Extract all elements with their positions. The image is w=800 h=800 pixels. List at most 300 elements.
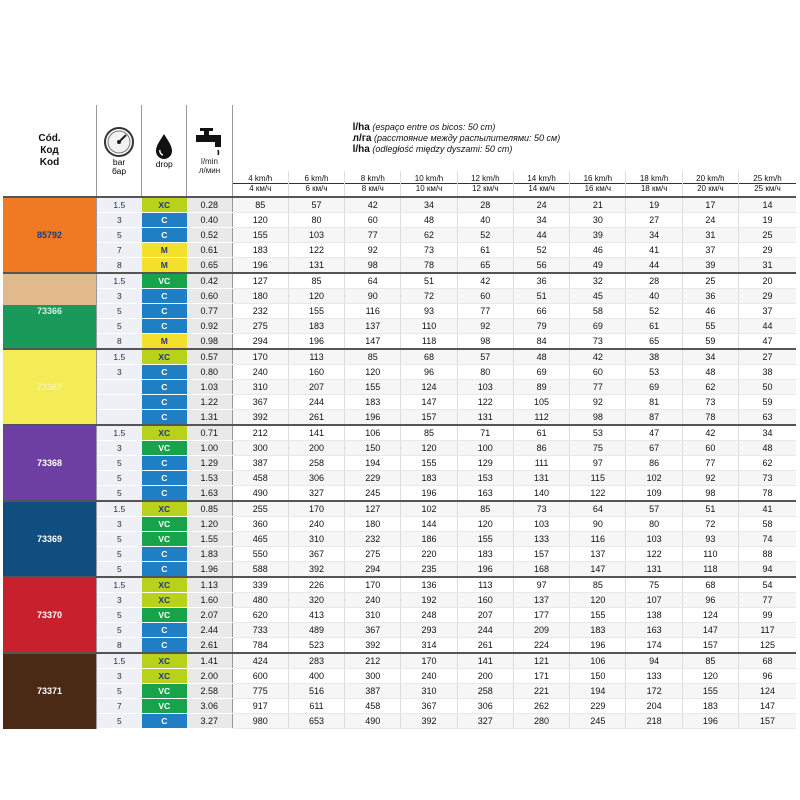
application-rate-cell: 490	[345, 714, 401, 729]
application-rate-cell: 124	[682, 608, 738, 623]
application-rate-cell: 30	[570, 213, 626, 228]
application-rate-cell: 92	[570, 395, 626, 410]
drop-class-cell: XC	[142, 577, 187, 593]
nozzle-code: 73370	[36, 610, 62, 620]
application-rate-cell: 124	[739, 684, 797, 699]
speed-label-ru: 18 км/ч	[640, 184, 668, 193]
flow-rate-cell: 0.85	[187, 501, 232, 517]
speed-label-en: 25 km/h	[739, 174, 796, 184]
application-rate-cell: 57	[457, 349, 513, 365]
table-row	[3, 213, 796, 228]
application-rate-cell: 424	[232, 653, 288, 669]
application-rate-cell: 155	[682, 684, 738, 699]
pressure-cell	[96, 395, 141, 410]
flow-rate-cell: 1.03	[187, 380, 232, 395]
application-rate-cell: 314	[401, 638, 457, 654]
speed-header	[570, 171, 626, 197]
application-rate-cell: 155	[232, 228, 288, 243]
application-rate-cell: 47	[626, 425, 682, 441]
application-rate-cell: 55	[682, 319, 738, 334]
application-rate-cell: 150	[345, 441, 401, 456]
application-rate-cell: 84	[513, 334, 569, 350]
application-rate-cell: 117	[739, 623, 797, 638]
application-rate-cell: 229	[570, 699, 626, 714]
application-rate-cell: 784	[232, 638, 288, 654]
application-rate-cell: 367	[232, 395, 288, 410]
application-rate-cell: 115	[570, 471, 626, 486]
application-rate-cell: 523	[288, 638, 344, 654]
application-rate-cell: 99	[739, 608, 797, 623]
table-row	[3, 501, 796, 517]
application-rate-cell: 155	[457, 532, 513, 547]
drop-label: drop	[155, 159, 173, 169]
application-rate-cell: 392	[232, 410, 288, 426]
application-rate-cell: 19	[739, 213, 797, 228]
application-rate-cell: 103	[513, 517, 569, 532]
application-rate-cell: 194	[570, 684, 626, 699]
application-rate-cell: 24	[682, 213, 738, 228]
application-rate-cell: 183	[570, 623, 626, 638]
pressure-cell: 5	[96, 456, 141, 471]
application-rate-cell: 25	[682, 273, 738, 289]
application-rate-cell: 106	[570, 653, 626, 669]
table-row	[3, 532, 796, 547]
flow-rate-cell: 1.53	[187, 471, 232, 486]
application-rate-cell: 27	[626, 213, 682, 228]
application-rate-cell: 275	[232, 319, 288, 334]
drop-class-cell: M	[142, 334, 187, 350]
application-rate-cell: 170	[345, 577, 401, 593]
application-rate-cell: 92	[682, 471, 738, 486]
speed-header	[739, 171, 797, 197]
application-rate-cell: 14	[739, 197, 797, 213]
application-rate-cell: 131	[457, 410, 513, 426]
application-rate-cell: 103	[288, 228, 344, 243]
table-row	[3, 593, 796, 608]
pressure-cell: 8	[96, 258, 141, 274]
application-rate-cell: 67	[626, 441, 682, 456]
flow-rate-cell: 0.52	[187, 228, 232, 243]
pressure-cell: 5	[96, 623, 141, 638]
application-rate-cell: 85	[570, 577, 626, 593]
application-rate-cell: 141	[457, 653, 513, 669]
application-rate-cell: 490	[232, 486, 288, 502]
application-rate-cell: 85	[457, 501, 513, 517]
speed-label-en: 4 km/h	[233, 174, 288, 184]
application-rate-cell: 90	[345, 289, 401, 304]
application-rate-cell: 120	[232, 213, 288, 228]
speed-header	[682, 171, 738, 197]
application-rate-cell: 180	[345, 517, 401, 532]
application-rate-cell: 92	[345, 243, 401, 258]
application-rate-cell: 413	[288, 608, 344, 623]
application-rate-cell: 140	[513, 486, 569, 502]
nozzle-code: 73369	[36, 534, 62, 544]
drop-class-cell: C	[142, 380, 187, 395]
spacing-title	[232, 105, 796, 171]
application-rate-cell: 137	[345, 319, 401, 334]
application-rate-cell: 122	[457, 395, 513, 410]
application-rate-cell: 212	[345, 653, 401, 669]
application-rate-cell: 110	[682, 547, 738, 562]
application-rate-cell: 133	[626, 669, 682, 684]
application-rate-cell: 42	[345, 197, 401, 213]
application-rate-cell: 163	[457, 486, 513, 502]
flow-rate-cell: 3.27	[187, 714, 232, 729]
application-rate-cell: 77	[570, 380, 626, 395]
flow-rate-cell: 1.63	[187, 486, 232, 502]
flow-rate-cell: 2.44	[187, 623, 232, 638]
application-rate-cell: 34	[739, 425, 797, 441]
speed-header	[513, 171, 569, 197]
application-rate-cell: 133	[513, 532, 569, 547]
application-rate-cell: 150	[570, 669, 626, 684]
speed-header	[232, 171, 288, 197]
application-rate-cell: 360	[232, 517, 288, 532]
application-rate-cell: 34	[401, 197, 457, 213]
pressure-cell: 5	[96, 562, 141, 578]
application-rate-cell: 96	[682, 593, 738, 608]
faucet-icon	[193, 127, 227, 157]
drop-class-cell: XC	[142, 653, 187, 669]
application-rate-cell: 118	[682, 562, 738, 578]
application-rate-cell: 19	[626, 197, 682, 213]
application-rate-cell: 52	[457, 228, 513, 243]
application-rate-cell: 98	[570, 410, 626, 426]
table-row	[3, 441, 796, 456]
drop-class-cell: C	[142, 638, 187, 654]
application-rate-cell: 80	[626, 517, 682, 532]
application-rate-cell: 85	[345, 349, 401, 365]
application-rate-cell: 196	[457, 562, 513, 578]
application-rate-cell: 147	[401, 395, 457, 410]
drop-class-cell: C	[142, 547, 187, 562]
application-rate-cell: 400	[288, 669, 344, 684]
table-row	[3, 289, 796, 304]
table-row	[3, 258, 796, 274]
application-rate-cell: 96	[739, 669, 797, 684]
application-rate-cell: 72	[401, 289, 457, 304]
application-rate-cell: 48	[513, 349, 569, 365]
application-rate-cell: 120	[401, 441, 457, 456]
application-rate-cell: 77	[457, 304, 513, 319]
speed-label-ru: 12 км/ч	[472, 184, 499, 193]
flow-label-ru: л/мин	[198, 165, 221, 175]
application-rate-cell: 224	[513, 638, 569, 654]
application-rate-cell: 124	[401, 380, 457, 395]
application-rate-cell: 85	[232, 197, 288, 213]
table-row	[3, 562, 796, 578]
application-rate-cell: 68	[401, 349, 457, 365]
application-rate-cell: 120	[288, 289, 344, 304]
application-rate-cell: 129	[457, 456, 513, 471]
application-rate-cell: 98	[682, 486, 738, 502]
drop-class-cell: M	[142, 258, 187, 274]
table-row	[3, 304, 796, 319]
flow-rate-cell: 1.29	[187, 456, 232, 471]
application-rate-cell: 174	[626, 638, 682, 654]
drop-class-cell: VC	[142, 608, 187, 623]
drop-class-cell: VC	[142, 532, 187, 547]
application-rate-cell: 36	[682, 289, 738, 304]
application-rate-cell: 392	[288, 562, 344, 578]
application-rate-cell: 172	[626, 684, 682, 699]
application-rate-cell: 64	[570, 501, 626, 517]
speed-label-en: 16 km/h	[570, 174, 625, 184]
application-rate-cell: 98	[457, 334, 513, 350]
application-rate-cell: 113	[457, 577, 513, 593]
application-rate-cell: 367	[288, 547, 344, 562]
speed-label-ru: 6 км/ч	[305, 184, 328, 193]
application-rate-cell: 244	[288, 395, 344, 410]
flow-rate-cell: 0.98	[187, 334, 232, 350]
application-rate-cell: 41	[626, 243, 682, 258]
application-rate-cell: 62	[401, 228, 457, 243]
application-rate-cell: 110	[401, 319, 457, 334]
application-rate-cell: 48	[739, 441, 797, 456]
application-rate-cell: 73	[570, 334, 626, 350]
application-rate-cell: 116	[570, 532, 626, 547]
speed-label-ru: 8 км/ч	[361, 184, 384, 193]
code-header	[3, 105, 96, 197]
application-rate-cell: 57	[288, 197, 344, 213]
application-rate-cell: 64	[345, 273, 401, 289]
speed-label-ru: 16 км/ч	[584, 184, 612, 193]
pressure-cell: 8	[96, 334, 141, 350]
spacing-title-pt: l/ha (espaço entre os bicos: 50 cm)	[352, 121, 496, 133]
application-rate-cell: 96	[401, 365, 457, 380]
pressure-cell: 5	[96, 532, 141, 547]
application-rate-cell: 209	[513, 623, 569, 638]
drop-class-cell: C	[142, 289, 187, 304]
application-rate-cell: 125	[739, 638, 797, 654]
application-rate-cell: 74	[739, 532, 797, 547]
application-rate-cell: 232	[345, 532, 401, 547]
application-rate-cell: 94	[739, 562, 797, 578]
application-rate-cell: 57	[626, 501, 682, 517]
table-row	[3, 638, 796, 654]
speed-label-en: 8 km/h	[345, 174, 400, 184]
application-rate-cell: 56	[513, 258, 569, 274]
application-rate-cell: 733	[232, 623, 288, 638]
application-rate-cell: 69	[570, 319, 626, 334]
application-rate-cell: 339	[232, 577, 288, 593]
application-rate-cell: 367	[345, 623, 401, 638]
application-rate-cell: 106	[345, 425, 401, 441]
flow-rate-cell: 1.20	[187, 517, 232, 532]
application-rate-cell: 155	[401, 456, 457, 471]
drop-class-cell: C	[142, 365, 187, 380]
nozzle-code: 73366	[36, 306, 62, 316]
application-rate-cell: 183	[345, 395, 401, 410]
application-rate-cell: 100	[457, 441, 513, 456]
drop-class-cell: XC	[142, 197, 187, 213]
application-rate-cell: 107	[626, 593, 682, 608]
application-rate-cell: 392	[401, 714, 457, 729]
application-rate-cell: 51	[401, 273, 457, 289]
application-rate-cell: 85	[401, 425, 457, 441]
flow-rate-cell: 1.55	[187, 532, 232, 547]
pressure-label-en: bar	[112, 156, 126, 167]
application-rate-cell: 105	[513, 395, 569, 410]
application-rate-cell: 127	[232, 273, 288, 289]
application-rate-cell: 45	[570, 289, 626, 304]
application-rate-cell: 240	[288, 517, 344, 532]
application-rate-cell: 87	[626, 410, 682, 426]
application-rate-cell: 218	[626, 714, 682, 729]
application-rate-cell: 38	[739, 365, 797, 380]
application-rate-cell: 49	[570, 258, 626, 274]
table-row	[3, 273, 796, 289]
application-rate-cell: 31	[682, 228, 738, 243]
application-rate-cell: 327	[288, 486, 344, 502]
application-rate-cell: 61	[626, 319, 682, 334]
application-rate-cell: 207	[288, 380, 344, 395]
pressure-cell: 1.5	[96, 197, 141, 213]
application-rate-cell: 226	[288, 577, 344, 593]
application-rate-cell: 155	[345, 380, 401, 395]
application-rate-cell: 258	[288, 456, 344, 471]
application-rate-cell: 78	[401, 258, 457, 274]
application-rate-cell: 111	[513, 456, 569, 471]
application-rate-cell: 138	[626, 608, 682, 623]
application-rate-cell: 32	[570, 273, 626, 289]
application-rate-cell: 240	[345, 593, 401, 608]
application-rate-cell: 60	[570, 365, 626, 380]
drop-class-cell: C	[142, 319, 187, 334]
table-row	[3, 334, 796, 350]
table-row	[3, 349, 796, 365]
application-rate-cell: 102	[401, 501, 457, 517]
application-rate-cell: 137	[513, 593, 569, 608]
application-rate-cell: 34	[682, 349, 738, 365]
drop-class-cell: C	[142, 395, 187, 410]
application-rate-cell: 90	[570, 517, 626, 532]
application-rate-cell: 53	[570, 425, 626, 441]
application-rate-cell: 73	[682, 395, 738, 410]
application-rate-cell: 240	[401, 669, 457, 684]
application-rate-cell: 220	[401, 547, 457, 562]
drop-class-cell: C	[142, 623, 187, 638]
application-rate-cell: 121	[513, 653, 569, 669]
flow-label-en: l/min	[201, 156, 218, 166]
application-rate-cell: 168	[513, 562, 569, 578]
application-rate-cell: 235	[401, 562, 457, 578]
application-rate-cell: 917	[232, 699, 288, 714]
table-body	[3, 197, 796, 729]
application-rate-cell: 980	[232, 714, 288, 729]
speed-header	[457, 171, 513, 197]
drop-class-cell: XC	[142, 425, 187, 441]
application-rate-cell: 131	[626, 562, 682, 578]
application-rate-cell: 183	[682, 699, 738, 714]
application-rate-cell: 46	[570, 243, 626, 258]
flow-rate-cell: 0.65	[187, 258, 232, 274]
application-rate-cell: 261	[457, 638, 513, 654]
speed-label-ru: 4 км/ч	[249, 184, 272, 193]
application-rate-cell: 516	[288, 684, 344, 699]
pressure-cell: 5	[96, 471, 141, 486]
spacing-title-ru: л/га (расстояние между распылителями: 50 см)	[352, 132, 561, 144]
application-rate-cell: 258	[457, 684, 513, 699]
application-rate-cell: 113	[288, 349, 344, 365]
application-rate-cell: 244	[457, 623, 513, 638]
application-rate-cell: 48	[401, 213, 457, 228]
application-rate-cell: 73	[401, 243, 457, 258]
application-rate-cell: 160	[288, 365, 344, 380]
application-rate-cell: 48	[682, 365, 738, 380]
nozzle-code-cell	[3, 577, 96, 653]
speed-label-ru: 10 км/ч	[415, 184, 443, 193]
application-rate-cell: 37	[682, 243, 738, 258]
application-rate-cell: 68	[739, 653, 797, 669]
drop-class-cell: M	[142, 243, 187, 258]
application-rate-cell: 38	[626, 349, 682, 365]
application-rate-cell: 28	[457, 197, 513, 213]
drop-class-cell: VC	[142, 684, 187, 699]
application-rate-cell: 78	[682, 410, 738, 426]
application-rate-cell: 147	[570, 562, 626, 578]
drop-class-cell: C	[142, 486, 187, 502]
application-rate-cell: 118	[401, 334, 457, 350]
application-rate-cell: 255	[232, 501, 288, 517]
pressure-cell: 1.5	[96, 273, 141, 289]
application-rate-cell: 81	[626, 395, 682, 410]
application-rate-cell: 294	[232, 334, 288, 350]
pressure-cell: 7	[96, 699, 141, 714]
application-rate-cell: 480	[232, 593, 288, 608]
pressure-cell: 5	[96, 714, 141, 729]
application-rate-cell: 275	[345, 547, 401, 562]
application-rate-cell: 458	[232, 471, 288, 486]
application-rate-cell: 53	[626, 365, 682, 380]
application-rate-cell: 293	[401, 623, 457, 638]
application-rate-cell: 78	[739, 486, 797, 502]
application-rate-cell: 73	[513, 501, 569, 517]
pressure-label-ru: бар	[111, 165, 127, 176]
nozzle-code-cell	[3, 349, 96, 425]
application-rate-cell: 72	[682, 517, 738, 532]
drop-class-cell: XC	[142, 349, 187, 365]
application-rate-cell: 170	[232, 349, 288, 365]
table-row	[3, 699, 796, 714]
application-rate-cell: 157	[682, 638, 738, 654]
application-rate-cell: 69	[626, 380, 682, 395]
pressure-cell: 5	[96, 319, 141, 334]
application-rate-cell: 73	[739, 471, 797, 486]
pressure-cell: 3	[96, 289, 141, 304]
speed-label-ru: 20 км/ч	[697, 184, 724, 193]
application-rate-cell: 204	[626, 699, 682, 714]
application-rate-cell: 387	[345, 684, 401, 699]
nozzle-code-cell	[3, 501, 96, 577]
speed-header	[288, 171, 344, 197]
application-rate-cell: 465	[232, 532, 288, 547]
flow-rate-cell: 1.00	[187, 441, 232, 456]
application-rate-cell: 127	[345, 501, 401, 517]
application-rate-cell: 131	[288, 258, 344, 274]
pressure-cell: 3	[96, 669, 141, 684]
application-rate-cell: 24	[513, 197, 569, 213]
application-rate-cell: 300	[232, 441, 288, 456]
application-rate-cell: 102	[626, 471, 682, 486]
pressure-cell: 1.5	[96, 425, 141, 441]
application-rate-cell: 77	[739, 593, 797, 608]
application-rate-cell: 86	[513, 441, 569, 456]
pressure-cell: 3	[96, 593, 141, 608]
application-rate-cell: 387	[232, 456, 288, 471]
application-rate-cell: 550	[232, 547, 288, 562]
